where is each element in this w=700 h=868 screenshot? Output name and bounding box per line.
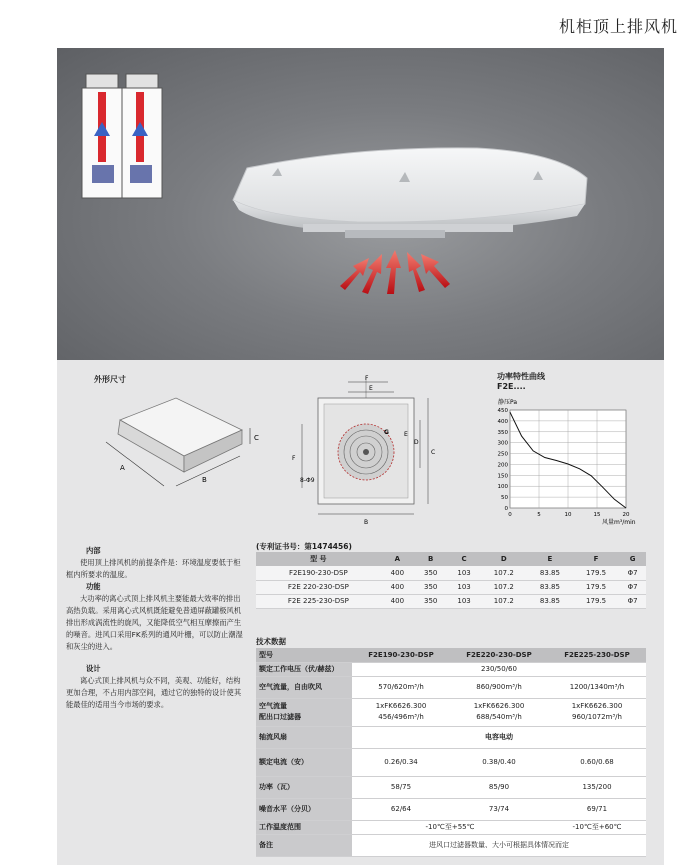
table-cell: 83.85 [527, 566, 573, 580]
table-cell: 功率（瓦） [256, 776, 352, 798]
dim-th: E [527, 552, 573, 566]
table-row [256, 566, 646, 580]
table-cell: 轴流风扇 [256, 726, 352, 748]
dim-table-header [256, 552, 646, 566]
curve-x-ticks [508, 512, 630, 518]
table-cell: 电容电动 [352, 726, 646, 748]
desc-heading-inner: 内部 [86, 546, 101, 555]
table-cell: 570/620m³/h [352, 676, 450, 698]
curve-y-tick-label: 250 [497, 451, 508, 458]
dim-C-label: C [254, 434, 259, 442]
curve-y-tick-label: 300 [497, 440, 508, 447]
hero-product-image [57, 48, 664, 360]
curve-x-axis-label: 风量m³/min [602, 519, 636, 526]
table-cell: 噪音水平（分贝） [256, 798, 352, 820]
table-cell: Φ7 [619, 566, 646, 580]
table-cell: 107.2 [481, 594, 527, 608]
page-title: 机柜顶上排风机 [558, 17, 678, 36]
desc-heading-function: 功能 [86, 582, 101, 591]
table-cell: 103 [447, 580, 480, 594]
patent-number: (专利证书号：第1474456) [256, 542, 352, 551]
product-illustration [57, 48, 664, 360]
curve-x-tick-label: 20 [622, 512, 630, 518]
table-cell: 400 [381, 566, 414, 580]
tech-row-note [256, 834, 646, 856]
dim-th: G [619, 552, 646, 566]
table-cell: 型号 [256, 648, 352, 662]
curve-x-tick-label: 10 [564, 512, 572, 518]
table-cell: 350 [414, 594, 447, 608]
curve-y-ticks [498, 408, 509, 512]
tech-row-voltage [256, 662, 646, 676]
table-cell: Φ7 [619, 594, 646, 608]
table-cell: 83.85 [527, 580, 573, 594]
table-cell: 58/75 [352, 776, 450, 798]
tech-row-airflow-filter [256, 698, 646, 726]
desc-heading-design: 设计 [86, 664, 101, 673]
table-cell: 73/74 [450, 798, 548, 820]
table-cell: 0.38/0.40 [450, 748, 548, 776]
table-cell: Φ7 [619, 580, 646, 594]
dim-G-label: G [384, 429, 389, 436]
tech-data-table [256, 648, 646, 857]
dim-phi-label: 8-Φ9 [300, 477, 315, 484]
dim-E-side-label: E [404, 431, 408, 438]
dim-th: C [447, 552, 480, 566]
airflow-arrows [340, 250, 450, 294]
curve-title-text: 功率特性曲线 [497, 372, 545, 381]
table-cell: 135/200 [548, 776, 646, 798]
curve-y-tick-label: 350 [497, 429, 508, 436]
curve-y-tick-label: 400 [497, 418, 508, 425]
table-cell: 0.26/0.34 [352, 748, 450, 776]
dim-A-label: A [120, 464, 125, 472]
desc-para-function: 大功率的离心式顶上排风机主要能最大效率的排出高热负载。采用离心式风机既能避免普通屏蔽罐极风机排出形成涡流性的旋风，又能降低空气相互摩擦而产生的噪音。进风口采用FK系列的通风叶栅，可以防止潮湿和灰尘的进入。 [66, 594, 243, 651]
table-cell: F2E190-230-DSP [352, 648, 450, 662]
plan-dimension-drawing [288, 368, 458, 528]
description-block [66, 545, 246, 711]
table-row [256, 594, 646, 608]
curve-x-tick-label: 5 [537, 512, 541, 518]
table-cell: 空气流量，自由吹风 [256, 676, 352, 698]
tech-row-current [256, 748, 646, 776]
dim-th: A [381, 552, 414, 566]
dimension-table [256, 552, 646, 609]
table-cell: 103 [447, 594, 480, 608]
dim-E-top-label: E [369, 385, 373, 392]
desc-para-design: 离心式顶上排风机与众不同，美观、功能好，结构更加合理，不占用内部空间，通过它的独特的设计使其能最佳的适用当今市场的要求。 [66, 676, 242, 709]
table-cell: F2E190-230-DSP [256, 566, 381, 580]
dim-th: 型 号 [256, 552, 381, 566]
tech-row-fan-type [256, 726, 646, 748]
table-cell: F2E 220-230-DSP [256, 580, 381, 594]
dimensions-label: 外形尺寸 [94, 375, 126, 384]
curve-y-tick-label: 50 [501, 495, 508, 502]
fan-body [233, 148, 587, 238]
table-cell: 1200/1340m³/h [548, 676, 646, 698]
curve-model: F2E.... [497, 382, 526, 391]
curve-x-tick-label: 15 [593, 512, 601, 518]
table-cell: -10℃至+60℃ [548, 820, 646, 834]
dim-C-plan-label: C [431, 449, 436, 456]
table-cell: 860/900m³/h [450, 676, 548, 698]
table-cell: 350 [414, 566, 447, 580]
dim-F-side-label: F [292, 455, 296, 462]
table-cell: 额定工作电压（伏/赫兹） [256, 662, 352, 676]
table-cell: 85/90 [450, 776, 548, 798]
table-cell: 62/64 [352, 798, 450, 820]
dim-D-label: D [414, 439, 419, 446]
dim-th: D [481, 552, 527, 566]
table-cell: 103 [447, 566, 480, 580]
table-cell: 179.5 [573, 594, 619, 608]
table-cell: 400 [381, 594, 414, 608]
tech-row-noise [256, 798, 646, 820]
dim-th: B [414, 552, 447, 566]
tech-row-airflow-free [256, 676, 646, 698]
tech-header-row [256, 648, 646, 662]
table-cell: 1xFK6626.300 960/1072m³/h [548, 698, 646, 726]
table-cell: 179.5 [573, 566, 619, 580]
dim-B-label: B [202, 476, 207, 484]
table-cell: 69/71 [548, 798, 646, 820]
table-cell: 空气流量 配出口过滤器 [256, 698, 352, 726]
table-cell: 1xFK6626.300 688/540m³/h [450, 698, 548, 726]
curve-y-tick-label: 100 [497, 484, 508, 491]
table-cell: 179.5 [573, 580, 619, 594]
isometric-dimension-drawing [94, 390, 274, 510]
curve-y-tick-label: 150 [497, 473, 508, 480]
table-cell: F2E220-230-DSP [450, 648, 548, 662]
table-cell: 350 [414, 580, 447, 594]
curve-y-tick-label: 0 [504, 506, 508, 512]
table-cell: 107.2 [481, 566, 527, 580]
table-cell: F2E 225-230-DSP [256, 594, 381, 608]
table-cell: -10℃至+55℃ [352, 820, 548, 834]
cabinet-sketch [82, 74, 162, 198]
dim-F-top-label: F [365, 375, 369, 382]
table-cell: 1xFK6626.300 456/496m³/h [352, 698, 450, 726]
performance-curve-chart [484, 396, 656, 526]
table-cell: 进风口过滤器数量、大小可根据具体情况而定 [352, 834, 646, 856]
table-cell: 0.60/0.68 [548, 748, 646, 776]
table-cell: 400 [381, 580, 414, 594]
curve-y-tick-label: 200 [497, 462, 508, 469]
table-cell: 83.85 [527, 594, 573, 608]
curve-title [497, 372, 545, 392]
table-cell: 230/50/60 [352, 662, 646, 676]
desc-para-inner: 使用顶上排风机的前提条件是：环境温度要低于柜框内所要求的温度。 [66, 558, 241, 579]
tech-row-temp [256, 820, 646, 834]
curve-x-tick-label: 0 [508, 512, 512, 518]
table-cell: 工作温度范围 [256, 820, 352, 834]
dim-th: F [573, 552, 619, 566]
table-cell: 额定电流（安） [256, 748, 352, 776]
table-cell: F2E225-230-DSP [548, 648, 646, 662]
table-row [256, 580, 646, 594]
tech-row-power [256, 776, 646, 798]
table-cell: 备注 [256, 834, 352, 856]
table-cell: 107.2 [481, 580, 527, 594]
curve-y-axis-label: 静压Pa [498, 399, 518, 406]
curve-y-tick-label: 450 [497, 408, 508, 414]
dim-B-plan-label: B [364, 519, 369, 526]
tech-data-title: 技术数据 [256, 637, 286, 646]
